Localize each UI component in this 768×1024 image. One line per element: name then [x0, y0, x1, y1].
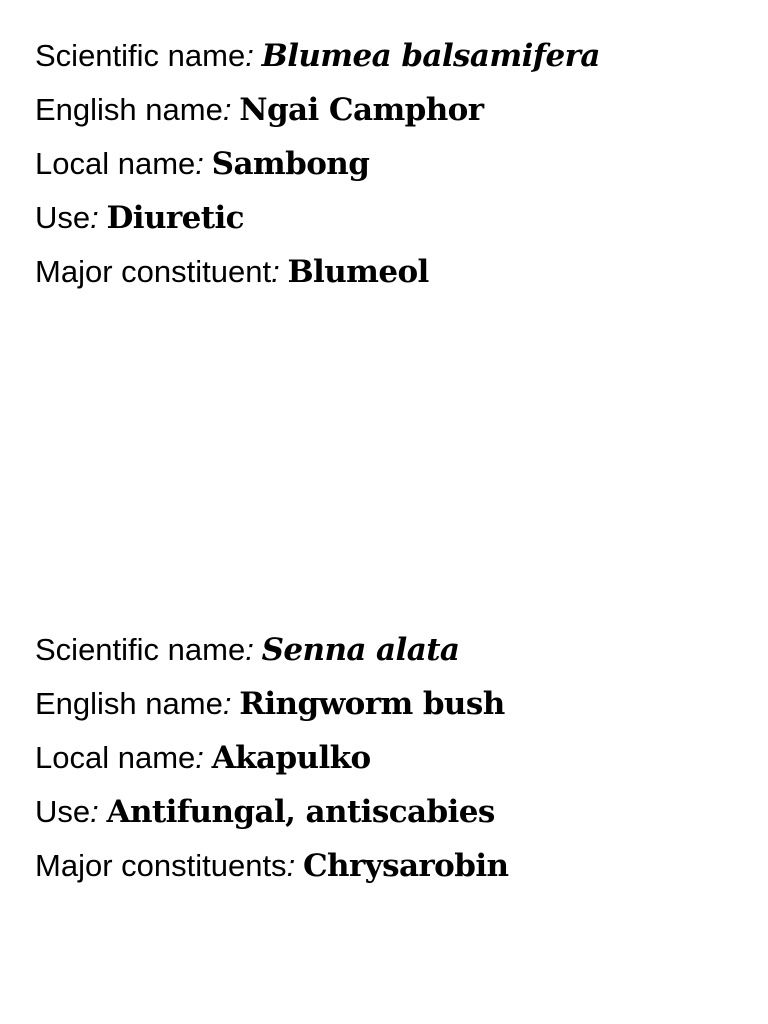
english-name-row	[35, 683, 508, 737]
english-name-row	[35, 89, 600, 143]
major-constituent-row	[35, 251, 600, 305]
major-constituent-value: Blumeol	[287, 254, 429, 290]
field-separator: :	[222, 92, 232, 127]
use-value: Diuretic	[106, 200, 244, 236]
local-name-value: Sambong	[211, 146, 370, 182]
scientific-name-row	[35, 629, 508, 683]
english-name-value: Ngai Camphor	[239, 92, 484, 128]
use-row	[35, 197, 600, 251]
field-label: Major constituent	[35, 254, 272, 289]
use-row	[35, 791, 508, 845]
local-name-value: Akapulko	[211, 740, 371, 776]
field-label: Local name	[35, 740, 196, 775]
use-value: Antifungal, antiscabies	[106, 794, 495, 830]
local-name-row	[35, 737, 508, 791]
field-separator: :	[195, 146, 204, 181]
field-label: English name	[35, 686, 223, 721]
field-separator: :	[245, 38, 254, 73]
scientific-name-row	[35, 35, 600, 89]
field-separator: :	[222, 686, 232, 721]
field-separator: :	[90, 200, 99, 235]
english-name-value: Ringworm bush	[239, 686, 505, 722]
scientific-name-value: Senna alata	[261, 632, 460, 668]
field-label: Use	[35, 200, 91, 235]
plant-entry-senna	[35, 629, 508, 899]
field-separator: :	[195, 740, 204, 775]
field-separator: :	[286, 848, 296, 883]
field-separator: :	[245, 632, 254, 667]
scientific-name-value: Blumea balsamifera	[261, 38, 600, 74]
field-label: Local name	[35, 146, 196, 181]
field-separator: :	[271, 254, 280, 289]
field-label: Scientific name	[35, 38, 246, 73]
field-label: English name	[35, 92, 223, 127]
local-name-row	[35, 143, 600, 197]
field-label: Use	[35, 794, 91, 829]
field-separator: :	[90, 794, 99, 829]
major-constituents-value: Chrysarobin	[302, 848, 509, 884]
field-label: Scientific name	[35, 632, 246, 667]
plant-entry-blumea	[35, 35, 600, 305]
field-label: Major constituents	[35, 848, 287, 883]
major-constituents-row	[35, 845, 508, 899]
